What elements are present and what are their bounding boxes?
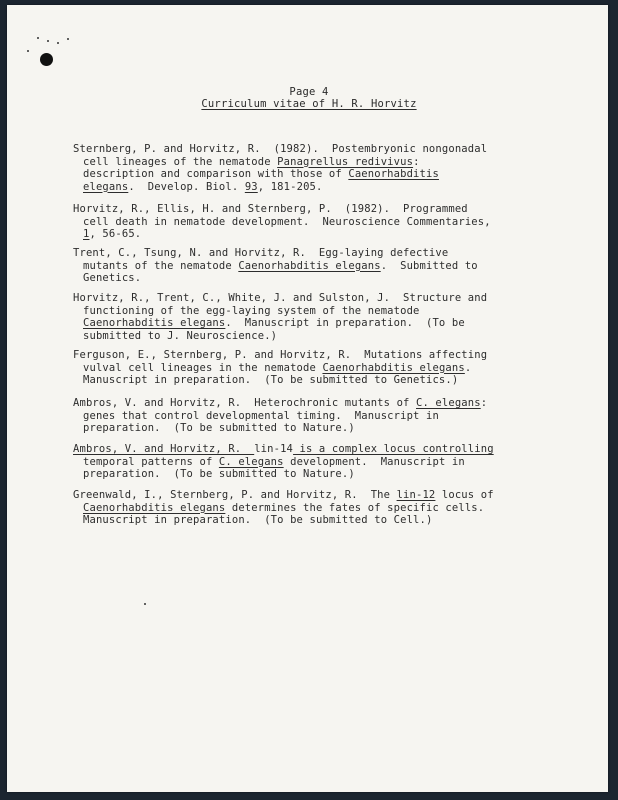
- citation-line: [73, 143, 488, 156]
- citation-text: :: [413, 155, 420, 168]
- citation-text: development. Manuscript in: [283, 455, 465, 468]
- citation-text: elegans: [83, 180, 129, 193]
- speck: [37, 37, 39, 39]
- citation-line: [73, 489, 494, 502]
- citation-text: C. elegans: [416, 397, 481, 409]
- citation-text: is a complex locus controlling: [293, 443, 494, 455]
- citation-line: [73, 305, 473, 318]
- citation-line: [73, 317, 473, 330]
- citation-text: . Manuscript in preparation. (To be: [225, 317, 465, 329]
- citation-text: vulval cell lineages in the nematode: [83, 361, 323, 374]
- citation-text: functioning of the egg-laying system of the nematode: [83, 304, 420, 317]
- citation-line: [73, 397, 488, 410]
- citation-text: description and comparison with those of: [83, 168, 349, 180]
- citation-text: , 56-65.: [89, 228, 142, 240]
- citation-4: [73, 292, 488, 342]
- citation-text: , 181-205.: [257, 180, 323, 193]
- citation-line: [73, 330, 473, 343]
- citation-text: 93: [244, 180, 258, 193]
- citation-1: [73, 143, 488, 193]
- citation-text: Greenwald, I., Sternberg, P. and Horvitz, R. The: [73, 489, 397, 501]
- citation-text: . Develop. Biol.: [128, 180, 245, 193]
- speck: [47, 40, 49, 42]
- punch-hole: [40, 53, 53, 66]
- citation-5: [73, 349, 488, 387]
- speck: [67, 38, 69, 40]
- citation-3: [73, 247, 478, 285]
- citation-line: [73, 156, 473, 169]
- citation-text: Trent, C., Tsung, N. and Horvitz, R. Egg-laying defective: [73, 247, 449, 259]
- citation-line: [73, 203, 473, 216]
- citation-text: locus of: [435, 489, 494, 501]
- speck: [144, 603, 146, 605]
- citation-text: lin-12: [396, 489, 436, 501]
- citation-text: cell lineages of the nematode: [83, 155, 278, 168]
- citation-text: Sternberg, P. and Horvitz, R. (1982). Postembryonic nongonadal: [73, 143, 488, 155]
- citation-line: [73, 259, 478, 273]
- citation-2: [73, 203, 491, 241]
- citation-text: submitted to J. Neuroscience.): [83, 329, 278, 342]
- citation-text: Manuscript in preparation. (To be submitted to Genetics.): [83, 374, 459, 386]
- citation-line: [73, 181, 473, 194]
- citation-text: Ambros, V. and Horvitz, R.: [73, 443, 255, 455]
- citation-text: Caenorhabditis elegans: [83, 317, 226, 329]
- citation-text: 1: [83, 228, 90, 240]
- citation-line: [73, 410, 473, 423]
- citation-line: [73, 456, 473, 469]
- citation-text: Ferguson, E., Sternberg, P. and Horvitz, R. Mutations affecting: [73, 349, 488, 361]
- citation-text: genes that control developmental timing. Manuscript in: [83, 409, 439, 422]
- citation-8: [73, 489, 494, 527]
- citation-text: determines the fates of specific cells.: [225, 501, 485, 514]
- citation-text: Ambros, V. and Horvitz, R. Heterochronic mutants of: [73, 397, 416, 409]
- speck: [57, 42, 59, 44]
- citation-line: [73, 422, 473, 435]
- citation-line: [73, 468, 473, 481]
- citation-text: . Submitted to: [380, 259, 478, 272]
- citation-text: Caenorhabditis elegans: [83, 501, 226, 514]
- citation-text: Horvitz, R., Trent, C., White, J. and Sulston, J. Structure and: [73, 292, 488, 304]
- citation-text: preparation. (To be submitted to Nature.): [83, 422, 355, 434]
- citation-line: [73, 501, 485, 515]
- citation-line: [73, 374, 473, 387]
- citation-line: [73, 168, 473, 181]
- citation-line: [73, 443, 494, 456]
- citation-7: [73, 443, 494, 481]
- citation-text: Caenorhabditis elegans: [238, 259, 381, 272]
- citation-line: [73, 292, 488, 305]
- citation-text: Panagrellus redivivus: [277, 155, 414, 168]
- citation-text: cell death in nematode development. Neuroscience Commentaries,: [83, 215, 491, 228]
- citation-text: lin-14: [254, 443, 294, 455]
- citation-text: :: [480, 397, 488, 409]
- citation-text: Caenorhabditis elegans: [322, 361, 465, 374]
- citation-line: [73, 362, 473, 375]
- citation-line: [73, 514, 473, 527]
- citation-text: Caenorhabditis: [348, 168, 439, 180]
- citation-text: C. elegans: [218, 455, 284, 468]
- citation-line: [73, 228, 473, 241]
- citation-text: mutants of the nematode: [83, 259, 239, 272]
- citation-text: temporal patterns of: [83, 455, 219, 468]
- page-number: Page 4: [289, 86, 329, 98]
- citation-text: Genetics.: [83, 272, 142, 284]
- speck: [27, 50, 29, 52]
- citation-line: [73, 272, 473, 285]
- citation-line: [73, 247, 473, 260]
- citation-text: Horvitz, R., Ellis, H. and Sternberg, P. (1982). Programmed: [73, 203, 468, 215]
- citation-line: [73, 349, 488, 362]
- citation-6: [73, 397, 488, 435]
- citation-text: .: [464, 361, 472, 374]
- citation-text: Manuscript in preparation. (To be submitted to Cell.): [83, 514, 433, 526]
- page-title: Curriculum vitae of H. R. Horvitz: [201, 98, 417, 110]
- citation-text: preparation. (To be submitted to Nature.): [83, 468, 355, 480]
- citation-line: [73, 215, 491, 229]
